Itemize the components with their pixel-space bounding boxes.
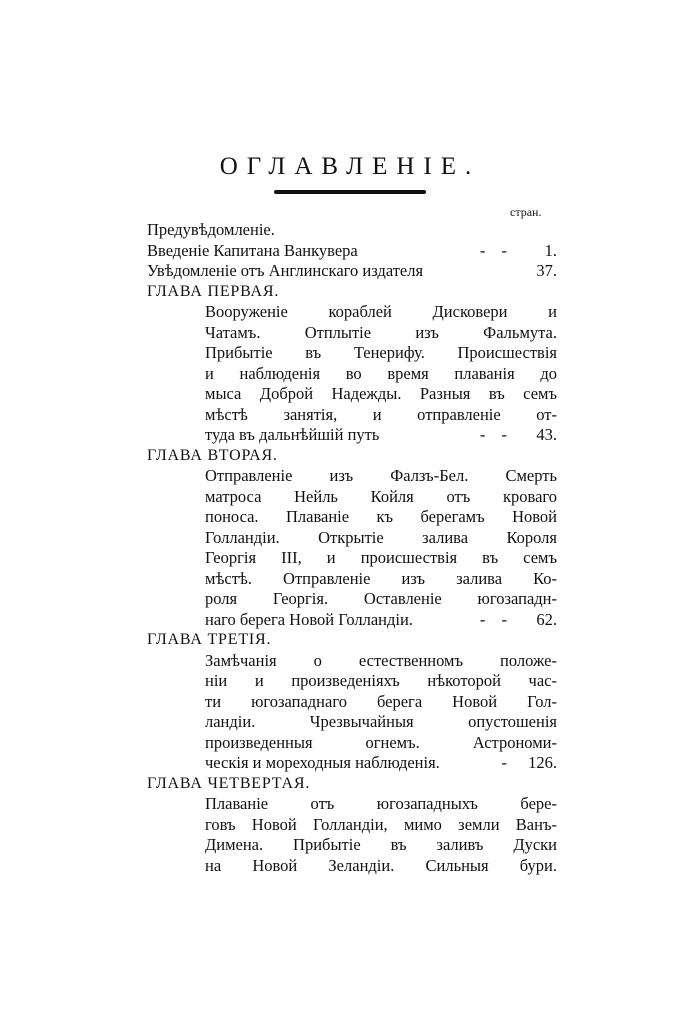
- toc-entry-page: 62.: [536, 609, 557, 629]
- chapter-summary: [147, 794, 557, 876]
- toc-entry-leader: - -: [479, 425, 513, 444]
- summary-line: и наблюденія во время плаванія до: [205, 363, 557, 383]
- summary-end-text: ческія и мореходныя наблюденія.: [205, 753, 440, 772]
- page-column-label: стран.: [510, 205, 542, 219]
- toc-entry-preface: [147, 220, 557, 241]
- summary-line: ніи и произведеніяхъ нѣкоторой час-: [205, 671, 557, 690]
- toc-entry-text: Предувѣдомленіе.: [147, 220, 275, 239]
- summary-line: Димена. Прибытіе въ заливъ Дуски: [205, 835, 557, 854]
- toc-entry-page: 126.: [528, 753, 557, 772]
- table-of-contents: [147, 220, 557, 876]
- chapter-heading: ГЛАВА ТРЕТІЯ.: [147, 631, 272, 648]
- toc-entry-editor-notice: [147, 261, 557, 282]
- summary-line: на Новой Зеландіи. Сильныя бури.: [205, 855, 557, 875]
- summary-line: роля Георгія. Оставленіе югозападн-: [205, 589, 557, 608]
- summary-line: говъ Новой Голландіи, мимо земли Ванъ-: [205, 814, 557, 834]
- toc-entry-text: Увѣдомленіе отъ Англинскаго издателя: [147, 261, 424, 280]
- summary-line: Георгія III, и происшествія въ семъ: [205, 548, 557, 567]
- chapter-heading: ГЛАВА ЧЕТВЕРТАЯ.: [147, 774, 311, 792]
- toc-entry-introduction: [147, 241, 557, 262]
- chapter-summary: [147, 651, 557, 774]
- summary-end-line: [205, 753, 557, 774]
- page-title: ОГЛАВЛЕНІЕ.: [219, 153, 481, 180]
- chapter-heading: ГЛАВА ПЕРВАЯ.: [147, 282, 280, 300]
- summary-line: Прибытіе въ Тенерифу. Происшествія: [205, 343, 557, 362]
- summary-line: мыса Доброй Надежды. Разныя въ семъ: [205, 384, 557, 403]
- summary-line: мѣстѣ. Отправленіе изъ залива Ко-: [205, 568, 557, 588]
- summary-line: произведенныя огнемъ. Астрономи-: [205, 732, 557, 752]
- summary-line: Чатамъ. Отплытіе изъ Фальмута.: [205, 322, 557, 342]
- summary-end-text: наго берега Новой Голландіи.: [205, 609, 413, 629]
- toc-entry-leader: - -: [479, 609, 513, 629]
- summary-end-text: туда въ дальнѣйшій путь: [205, 425, 380, 444]
- summary-line: Голландіи. Открытіе залива Короля: [205, 527, 557, 547]
- chapter-summary: [147, 302, 557, 446]
- title-rule: [274, 190, 426, 194]
- summary-end-line: [205, 610, 557, 631]
- summary-line: Плаваніе отъ югозападныхъ бере-: [205, 794, 557, 813]
- chapter-summary: [147, 466, 557, 630]
- summary-line: мѣстѣ занятія, и отправленіе от-: [205, 404, 557, 424]
- toc-entry-page: 37.: [536, 261, 557, 280]
- toc-entry-leader: - -: [479, 240, 513, 260]
- toc-entry-page: 43.: [536, 425, 557, 444]
- summary-line: Вооруженіе кораблей Дисковери и: [205, 302, 557, 321]
- chapter-heading: ГЛАВА ВТОРАЯ.: [147, 446, 278, 464]
- toc-entry-text: Введеніе Капитана Ванкувера: [147, 240, 358, 260]
- summary-line: матроса Нейль Койля отъ кроваго: [205, 486, 557, 506]
- summary-line: ландіи. Чрезвычайныя опустошенія: [205, 712, 557, 731]
- summary-end-line: [205, 425, 557, 446]
- summary-line: Замѣчанія о естественномъ положе-: [205, 650, 557, 670]
- toc-entry-leader: -: [501, 753, 513, 772]
- summary-line: поноса. Плаваніе къ берегамъ Новой: [205, 507, 557, 526]
- summary-line: ти югозападнаго берега Новой Гол-: [205, 691, 557, 711]
- summary-line: Отправленіе изъ Фалзъ-Бел. Смерть: [205, 466, 557, 485]
- toc-entry-page: 1.: [544, 240, 557, 260]
